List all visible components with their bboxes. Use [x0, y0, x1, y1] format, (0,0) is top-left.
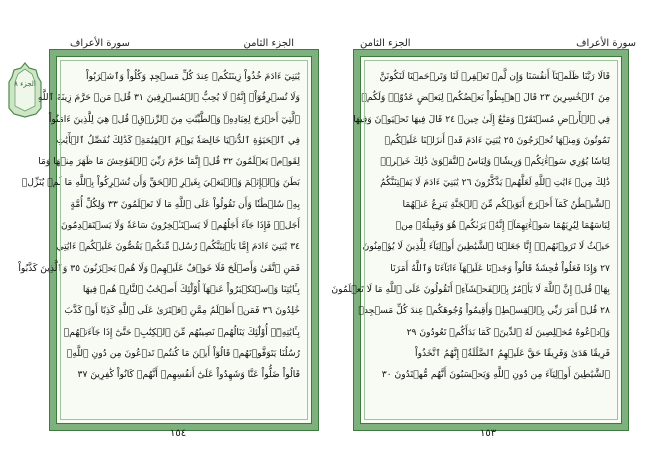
text-line: لِقَوۡمٖ يَعۡلَمُونَ ٣٢ قُلۡ إِنَّمَا حَرَّمَ رَبِّيَ ٱلۡفَوَٰحِشَ مَا ظَهَرَ مِنۡهَا وَمَا	[38, 156, 300, 168]
text-line: فِي ٱلۡحَيَوٰةِ ٱلدُّنۡيَا خَالِصَةٗ يَوۡمَ ٱلۡقِيَٰمَةِۗ كَذَٰلِكَ نُفَصِّلُ ٱلۡأٓيَٰتِ	[56, 134, 300, 146]
text-line: ٱلَّتِيٓ أَخۡرَجَ لِعِبَادِهِۦ وَٱلطَّيِّبَٰتِ مِنَ ٱلرِّزۡقِۚ قُلۡ هِيَ لِلَّذِينَ ءَامَنُواْ	[48, 113, 300, 125]
text-line: تَمُوتُونَ وَمِنۡهَا تُخۡرَجُونَ ٢٥ يَٰبَنِيٓ ءَادَمَ قَدۡ أَنزَلۡنَا عَلَيۡكُمۡ	[384, 134, 610, 146]
text-line: مِنَ ٱلۡخَٰسِرِينَ ٢٣ قَالَ ٱهۡبِطُواْ بَعۡضُكُمۡ لِبَعۡضٍ عَدُوّٞۖ وَلَكُمۡ	[361, 92, 610, 104]
text-line: ٣٤ يَٰبَنِيٓ ءَادَمَ إِمَّا يَأۡتِيَنَّكُمۡ رُسُلٞ مِّنكُمۡ يَقُصُّونَ عَلَيۡكُمۡ ءَايَٰتِي	[56, 241, 300, 253]
text-line: لِبَاسَهُمَا لِيُرِيَهُمَا سَوۡءَٰتِهِمَآۚ إِنَّهُۥ يَرَىٰكُمۡ هُوَ وَقَبِيلُهُۥ مِنۡ	[395, 220, 610, 232]
right-header-surah: سورة الأعراف	[576, 38, 636, 49]
text-line: قَالُواْ ضَلُّواْ عَنَّا وَشَهِدُواْ عَلَىٰٓ أَنفُسِهِمۡ أَنَّهُمۡ كَانُواْ كَٰفِرِينَ ٣٧	[77, 369, 300, 381]
text-line: وَلَا تُسۡرِفُوٓاْۚ إِنَّهُۥ لَا يُحِبُّ ٱلۡمُسۡرِفِينَ ٣١ قُلۡ مَنۡ حَرَّمَ زِينَةَ ٱللَّهِ	[37, 92, 300, 104]
left-page	[0, 0, 320, 464]
text-line: بَطَنَ وَٱلۡإِثۡمَ وَٱلۡبَغۡيَ بِغَيۡرِ ٱلۡحَقِّ وَأَن تُشۡرِكُواْ بِٱللَّهِ مَا لَمۡ يُنَزِّلۡ	[21, 177, 300, 189]
left-page-number: ١٥٤	[170, 428, 187, 439]
text-line: ٱلشَّيَٰطِينَ أَوۡلِيَآءَ مِن دُونِ ٱللَّهِ وَيَحۡسَبُونَ أَنَّهُم مُّهۡتَدُونَ ٣٠	[381, 369, 610, 381]
text-line: فَرِيقًا هَدَىٰ وَفَرِيقًا حَقَّ عَلَيۡهِمُ ٱلضَّلَٰلَةُۚ إِنَّهُمُ ٱتَّخَذُواْ	[415, 347, 610, 359]
text-line: يَٰبَنِيٓ ءَادَمَ خُذُواْ زِينَتَكُمۡ عِندَ كُلِّ مَسۡجِدٖ وَكُلُواْ وَٱشۡرَبُواْ	[86, 71, 300, 82]
juz-medallion-label: الجزء ٨	[14, 80, 36, 88]
text-line: ذَٰلِكَ مِنۡ ءَايَٰتِ ٱللَّهِ لَعَلَّهُمۡ يَذَّكَّرُونَ ٢٦ يَٰبَنِيٓ ءَادَمَ لَا يَفۡتِنَنَّكُمُ	[380, 177, 610, 189]
text-line: ٢٨ قُلۡ أَمَرَ رَبِّي بِٱلۡقِسۡطِۖ وَأَقِيمُواْ وُجُوهَكُمۡ عِندَ كُلِّ مَسۡجِدٖ	[358, 305, 610, 317]
text-line: فِي ٱلۡأَرۡضِ مُسۡتَقَرّٞ وَمَتَٰعٌ إِلَىٰ حِينٖ ٢٤ قَالَ فِيهَا تَحۡيَوۡنَ وَفِيهَا	[353, 113, 610, 125]
text-line: لِبَاسٗا يُوَٰرِي سَوۡءَٰتِكُمۡ وَرِيشٗاۖ وَلِبَاسُ ٱلتَّقۡوَىٰ ذَٰلِكَ خَيۡرٞۚ	[380, 156, 610, 168]
right-text-frame	[331, 50, 628, 430]
text-line: ٱلشَّيۡطَٰنُ كَمَآ أَخۡرَجَ أَبَوَيۡكُم مِّنَ ٱلۡجَنَّةِ يَنزِعُ عَنۡهُمَا	[402, 198, 610, 210]
juz-medallion-icon	[8, 62, 42, 118]
text-line: بِهَاۗ قُلۡ إِنَّ ٱللَّهَ لَا يَأۡمُرُ بِٱلۡفَحۡشَآءِۖ أَتَقُولُونَ عَلَى ٱللَّهِ مَا لَا تَعۡلَمُونَ	[331, 283, 610, 295]
text-line: أَجَلٞۖ فَإِذَا جَآءَ أَجَلُهُمۡ لَا يَسۡتَـٔۡخِرُونَ سَاعَةٗ وَلَا يَسۡتَقۡدِمُونَ	[60, 220, 300, 232]
right-text-block	[331, 66, 610, 414]
left-header-juz: الجزء الثامن	[243, 38, 294, 49]
text-line: فَمَنِ ٱتَّقَىٰ وَأَصۡلَحَ فَلَا خَوۡفٌ عَلَيۡهِمۡ وَلَا هُمۡ يَحۡزَنُونَ ٣٥ وَٱلَّذِينَ كَذَّبُواْ	[18, 262, 300, 274]
left-header-surah: سورة الأعراف	[70, 38, 130, 49]
text-line: رُسُلُنَا يَتَوَفَّوۡنَهُمۡ قَالُوٓاْ أَيۡنَ مَا كُنتُمۡ تَدۡعُونَ مِن دُونِ ٱللَّهِۖ	[66, 347, 300, 359]
text-line: حَيۡثُ لَا تَرَوۡنَهُمۡۗ إِنَّا جَعَلۡنَا ٱلشَّيَٰطِينَ أَوۡلِيَآءَ لِلَّذِينَ لَا يُؤۡمِنُونَ	[362, 241, 610, 253]
text-line: ٢٧ وَإِذَا فَعَلُواْ فَٰحِشَةٗ قَالُواْ وَجَدۡنَا عَلَيۡهَآ ءَابَآءَنَا وَٱللَّهُ أَمَرَنَا	[390, 262, 610, 274]
right-page	[330, 0, 650, 464]
right-page-number: ١٥٣	[480, 428, 497, 439]
text-line: وَٱدۡعُوهُ مُخۡلِصِينَ لَهُ ٱلدِّينَۚ كَمَا بَدَأَكُمۡ تَعُودُونَ ٢٩	[406, 326, 610, 338]
text-line: خَٰلِدُونَ ٣٦ فَمَنۡ أَظۡلَمُ مِمَّنِ ٱفۡتَرَىٰ عَلَى ٱللَّهِ كَذِبًا أَوۡ كَذَّبَ	[64, 305, 300, 317]
text-line: بِهِۦ سُلۡطَٰنٗا وَأَن تَقُولُواْ عَلَى ٱللَّهِ مَا لَا تَعۡلَمُونَ ٣٣ وَلِكُلِّ أُمَّةٍ	[70, 198, 300, 210]
text-line: قَالَا رَبَّنَا ظَلَمۡنَآ أَنفُسَنَا وَإِن لَّمۡ تَغۡفِرۡ لَنَا وَتَرۡحَمۡنَا لَنَكُونَنَّ	[379, 71, 610, 82]
text-line: بِـَٔايَٰتِنَا وَٱسۡتَكۡبَرُواْ عَنۡهَآ أُوْلَٰٓئِكَ أَصۡحَٰبُ ٱلنَّارِۖ هُمۡ فِيهَا	[82, 283, 300, 295]
text-line: بِـَٔايَٰتِهِۦٓۚ أُوْلَٰٓئِكَ يَنَالُهُمۡ نَصِيبُهُم مِّنَ ٱلۡكِتَٰبِۖ حَتَّىٰٓ إِذَا جَآءَتۡهُمۡ	[63, 326, 300, 338]
right-header-juz: الجزء الثامن	[360, 38, 411, 49]
